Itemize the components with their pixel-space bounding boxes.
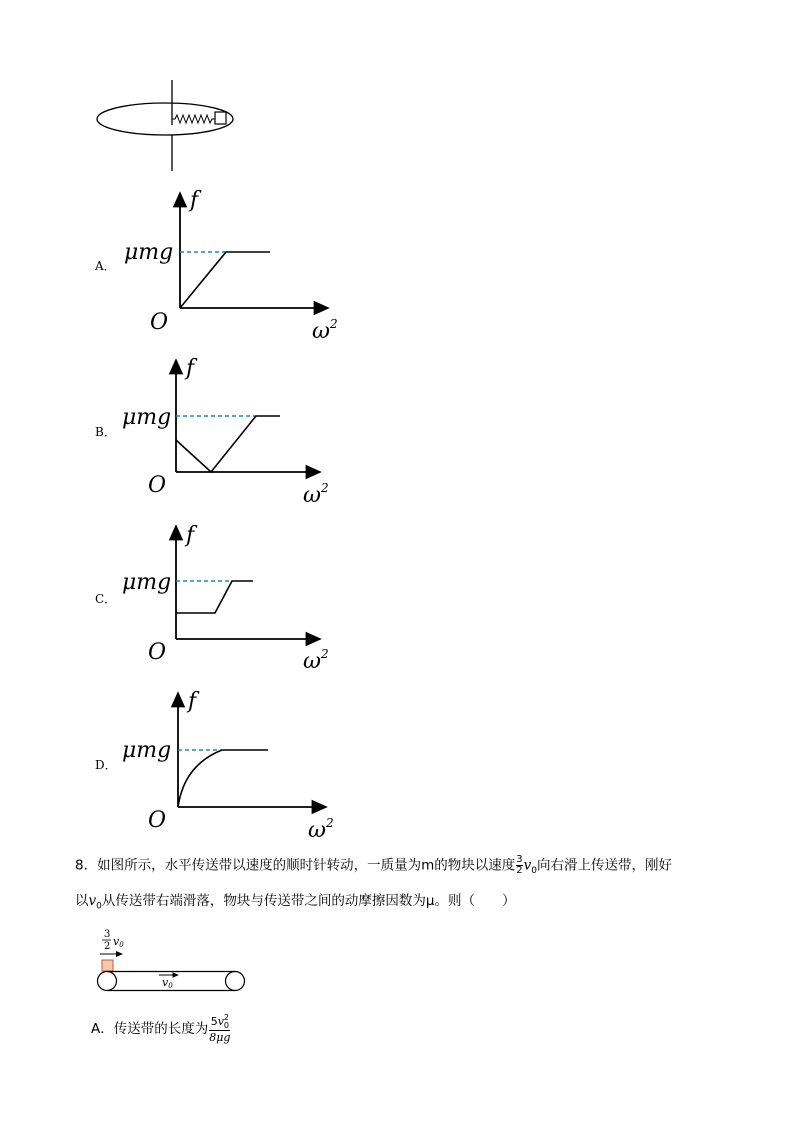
block [215,112,226,124]
svg-text:v0: v0 [162,976,173,990]
question-8-line1: 8．如图所示，水平传送带以速度的顺时针转动，一质量为m的物块以速度 $\frac{3}{2}$ $v_0$向右滑上传送带，刚好 [75,854,672,877]
graph-b [118,350,348,512]
question-8-line2: 以$v_0$从传送带右端滑落，物块与传送带之间的动摩擦因数为μ。则（ ） [75,893,516,912]
length-fraction: 5v 2 0 8μg [209,1013,231,1044]
graph-c [118,516,348,678]
option-b-label: B． [95,425,116,439]
option-c-label: C． [95,592,117,606]
question-number: 8． [75,857,98,874]
conveyor-block [102,960,113,971]
graph-d-xlabel: $\omega^2$ [308,816,334,843]
graph-a-curve [180,252,270,308]
q8-option-a-label: A．传送带的长度为 [91,1021,209,1037]
graph-c-origin: O [148,640,167,665]
q8-option-a [91,1014,230,1044]
conveyor-belt-figure [92,927,257,995]
graph-a [118,183,348,345]
option-a-label: A． [95,259,116,273]
right-roller [226,972,245,991]
graph-c-curve [176,581,253,613]
graph-b-level: μmg [122,405,172,430]
graph-b-ylabel: f [186,356,195,381]
question-8-text-a: 如图所示，水平传送带以速度的顺时针转动，一质量为m的物块以速度 [97,857,516,874]
spring [172,115,215,123]
svg-text:v0: v0 [113,935,124,949]
graph-d-origin: O [148,808,167,833]
speed-fraction: $\frac{3}{2}$ [516,854,523,876]
graph-c-xlabel: $\omega^2$ [303,647,329,674]
graph-c-ylabel: f [186,523,195,548]
graph-a-xlabel: $\omega^2$ [312,317,338,344]
graph-a-level: μmg [124,240,174,265]
left-roller [98,972,117,991]
belt-speed-den: 2 [104,941,111,952]
graph-d-curve [178,750,268,807]
turntable-figure [95,75,245,175]
graph-b-xlabel: $\omega^2$ [303,481,329,508]
graph-b-origin: O [148,473,167,498]
option-d-label: D． [95,758,117,772]
belt-speed-num: 3 [104,929,111,940]
graph-d-ylabel: f [188,689,197,714]
graph-a-origin: O [150,310,169,335]
graph-b-curve [176,416,280,472]
graph-a-ylabel: f [190,188,199,213]
question-8-text-b: 向右滑上传送带，刚好 [537,857,672,874]
graph-d [118,683,348,845]
graph-d-level: μmg [122,738,172,763]
graph-c-level: μmg [122,570,172,595]
